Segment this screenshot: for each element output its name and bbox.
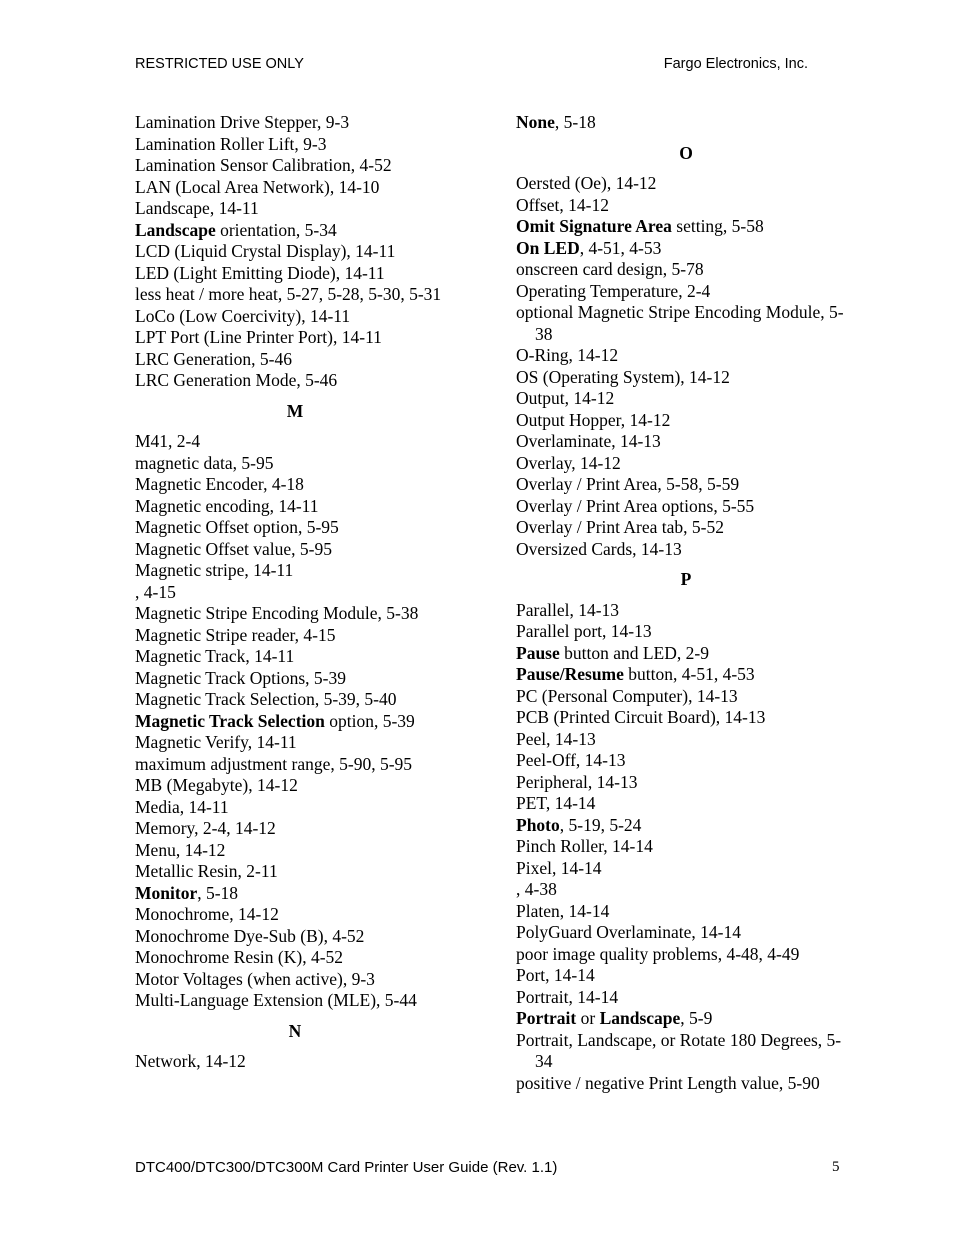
index-entry [516,216,856,238]
index-entry [516,195,856,217]
index-entry [135,431,455,453]
index-entry-text: LoCo (Low Coercivity), 14-11 [135,305,351,326]
index-entry-text: Overlaminate, 14-13 [516,431,661,451]
index-entry [516,987,856,1009]
index-entry-text: , 5-18 [197,882,239,903]
index-entry [135,947,455,969]
index-entry-text: Parallel port, 14-13 [516,621,652,641]
index-entry-text: PET, 14-14 [516,793,596,813]
index-entry-text: less heat / more heat, 5-27, 5-28, 5-30, 5-31 [135,284,442,304]
index-entry-text: Pixel, 14-14 [516,857,602,878]
section-letter: P [680,569,692,589]
index-entry-text: option, 5-39 [324,710,415,731]
index-entry-term: Magnetic Track Selection [135,710,325,731]
index-entry-text: LED (Light Emitting Diode), 14-11 [135,262,385,283]
index-entry [516,431,856,453]
index-entry [135,646,455,668]
index-entry-text: maximum adjustment range, 5-90, 5-95 [135,753,413,774]
index-entry [516,345,856,367]
index-entry-text: magnetic data, 5-95 [135,452,274,473]
index-entry [516,965,856,987]
index-entry-text: Oersted (Oe), 14-12 [516,173,657,193]
index-entry [135,263,455,285]
index-entry [516,686,856,708]
index-entry [135,327,455,349]
index-entry [516,259,856,281]
index-entry [516,410,856,432]
index-entry [135,775,455,797]
index-entry-text: , 4-51, 4-53 [579,237,662,258]
index-entry-text: Magnetic Track, 14-11 [135,646,295,666]
index-entry-term: Monitor [135,882,198,903]
index-entry-text: Magnetic stripe, 14-11 [135,560,294,580]
header-company-name: Fargo Electronics, Inc. [663,56,808,72]
index-entry-text: Offset, 14-12 [516,194,609,215]
index-entry-text: Magnetic Stripe reader, 4-15 [135,624,336,645]
index-section-heading [516,143,856,165]
index-entry-text: Peripheral, 14-13 [516,771,638,792]
index-entry-text: Landscape, 14-11 [135,198,259,218]
index-entry [516,474,856,496]
index-entry-term: Omit Signature Area [516,216,672,236]
index-entry-text: onscreen card design, 5-78 [516,259,704,279]
index-entry-text: Oversized Cards, 14-13 [516,538,682,559]
index-entry [135,797,455,819]
index-entry [135,732,455,754]
footer-page-number: 5 [832,1159,840,1175]
index-entry [516,772,856,794]
index-entry [135,220,455,242]
index-entry-text: Magnetic Offset option, 5-95 [135,517,339,537]
index-entry-text: Lamination Drive Stepper, 9-3 [135,112,350,132]
index-entry [135,840,455,862]
index-section-heading [135,401,455,423]
index-entry-term: Portrait [516,1008,577,1028]
index-entry [516,367,856,389]
index-entry-text: MB (Megabyte), 14-12 [135,775,298,795]
index-entry-text: Metallic Resin, 2-11 [135,861,278,881]
index-entry [135,284,455,306]
index-entry-text: Magnetic Stripe Encoding Module, 5-38 [135,603,419,623]
index-entry [135,904,455,926]
index-entry-text: , 5-18 [554,112,596,132]
index-entry [516,388,856,410]
index-entry-text: LAN (Local Area Network), 14-10 [135,176,380,197]
index-entry-text: , 5-19, 5-24 [559,814,642,835]
index-entry-text: or [576,1008,600,1028]
index-entry [135,711,455,733]
index-entry-text: Peel-Off, 14-13 [516,750,626,770]
index-entry-text: poor image quality problems, 4-48, 4-49 [516,943,800,964]
index-entry-text: Menu, 14-12 [135,839,226,860]
index-entry [135,517,455,539]
index-entry [135,474,455,496]
index-section-heading [516,569,856,591]
index-entry-text: Operating Temperature, 2-4 [516,280,711,301]
index-entry-text: Port, 14-14 [516,965,595,985]
index-entry [135,349,455,371]
index-entry-text: Lamination Roller Lift, 9-3 [135,133,327,154]
index-entry [516,112,856,134]
index-column-right [516,112,856,1094]
index-entry-term: Photo [516,814,560,835]
index-entry-term: Pause [516,642,560,663]
index-entry-text: Overlay, 14-12 [516,452,621,473]
section-letter: O [679,142,693,163]
index-entry [516,453,856,475]
index-entry [516,944,856,966]
index-entry [135,496,455,518]
index-entry [135,453,455,475]
index-entry-text: button and LED, 2-9 [559,642,709,663]
index-entry [516,836,856,858]
index-entry-text: positive / negative Print Length value, 5-90 [516,1072,820,1093]
index-entry [135,306,455,328]
index-entry [516,238,856,260]
index-entry-text: orientation, 5-34 [215,219,337,240]
index-entry [516,664,856,686]
index-entry [135,689,455,711]
index-entry [135,241,455,263]
index-entry [135,861,455,883]
index-entry [516,815,856,837]
index-entry [516,793,856,815]
index-entry [135,990,455,1012]
index-entry-text: setting, 5-58 [671,216,764,236]
index-column-left [135,112,455,1073]
index-entry-text: OS (Operating System), 14-12 [516,366,730,387]
index-entry [516,643,856,665]
index-entry-text: Portrait, Landscape, or Rotate 180 Degrees, 5-34 [516,1029,842,1071]
index-entry-text: LPT Port (Line Printer Port), 14-11 [135,327,382,347]
index-entry-text: LRC Generation Mode, 5-46 [135,370,338,390]
index-entry-text: Pinch Roller, 14-14 [516,836,653,856]
index-entry-text: Lamination Sensor Calibration, 4-52 [135,155,392,175]
index-entry-text: Magnetic encoding, 14-11 [135,495,319,516]
index-entry-text: optional Magnetic Stripe Encoding Module, 5-38 [516,302,844,344]
index-entry-text: Output Hopper, 14-12 [516,409,671,430]
index-entry-text: , 5-9 [680,1008,713,1028]
index-entry-text: Network, 14-12 [135,1051,246,1071]
index-entry [135,926,455,948]
index-entry [516,173,856,195]
index-entry [135,370,455,392]
index-entry-text: , 4-15 [135,581,176,602]
index-entry-text: , 4-38 [516,879,557,899]
index-entry-text: O-Ring, 14-12 [516,345,619,365]
index-entry [135,668,455,690]
index-entry [516,281,856,303]
index-entry-text: Monochrome Dye-Sub (B), 4-52 [135,925,365,946]
index-entry [516,1030,856,1073]
index-entry [135,1051,455,1073]
index-entry [135,198,455,220]
index-section-heading [135,1021,455,1043]
index-entry-term: On LED [516,237,580,258]
index-entry-text: Parallel, 14-13 [516,599,620,620]
index-entry-term: Pause/Resume [516,664,624,684]
section-letter: M [286,400,304,421]
index-entry [135,155,455,177]
index-entry [516,621,856,643]
index-entry-text: PolyGuard Overlaminate, 14-14 [516,922,742,942]
index-entry-text: M41, 2-4 [135,431,201,451]
index-entry [135,603,455,625]
header-restricted-label: RESTRICTED USE ONLY [135,56,304,72]
index-entry-term: Landscape [599,1008,681,1028]
index-entry [516,901,856,923]
index-entry-text: Portrait, 14-14 [516,986,619,1007]
index-entry [516,750,856,772]
index-entry-text: button, 4-51, 4-53 [623,664,755,684]
index-entry [135,754,455,776]
index-entry-text: LCD (Liquid Crystal Display), 14-11 [135,241,396,261]
index-entry [516,517,856,539]
index-entry [516,1073,856,1095]
index-entry [135,539,455,561]
index-entry [516,922,856,944]
index-entry-text: Magnetic Verify, 14-11 [135,732,297,752]
index-entry-text: Monochrome Resin (K), 4-52 [135,947,344,967]
index-entry-text: PCB (Printed Circuit Board), 14-13 [516,707,766,727]
index-entry-text: Media, 14-11 [135,796,229,817]
index-entry-text: Peel, 14-13 [516,728,596,749]
index-entry [516,1008,856,1030]
index-entry [516,302,856,345]
index-entry-term: None [516,112,555,132]
footer-guide-title: DTC400/DTC300/DTC300M Card Printer User Guide (Rev. 1.1) [135,1159,558,1176]
index-entry-text: LRC Generation, 5-46 [135,348,292,369]
index-entry-text: Memory, 2-4, 14-12 [135,818,276,838]
index-entry [135,883,455,905]
index-entry-text: Motor Voltages (when active), 9-3 [135,968,375,989]
index-entry [135,560,455,582]
index-entry-term: Landscape [135,219,216,240]
index-entry [135,134,455,156]
index-entry [516,858,856,880]
index-entry [135,818,455,840]
index-entry-text: Magnetic Encoder, 4-18 [135,474,304,494]
index-entry-text: Platen, 14-14 [516,900,610,921]
index-entry-text: Monochrome, 14-12 [135,904,279,924]
index-entry-text: Overlay / Print Area tab, 5-52 [516,517,725,537]
index-entry [135,625,455,647]
index-entry [516,729,856,751]
index-entry-text: PC (Personal Computer), 14-13 [516,685,738,706]
index-entry [516,879,856,901]
index-entry [135,112,455,134]
index-entry [516,600,856,622]
index-entry [516,539,856,561]
index-entry-text: Magnetic Track Options, 5-39 [135,667,346,688]
index-entry-text: Output, 14-12 [516,388,615,408]
index-entry [135,582,455,604]
index-entry [516,496,856,518]
index-entry [516,707,856,729]
index-entry-text: Overlay / Print Area options, 5-55 [516,495,755,516]
index-entry-text: Multi-Language Extension (MLE), 5-44 [135,990,417,1010]
index-entry [135,969,455,991]
index-entry-text: Magnetic Track Selection, 5-39, 5-40 [135,689,397,709]
index-entry-text: Overlay / Print Area, 5-58, 5-59 [516,474,740,494]
section-letter: N [288,1020,302,1041]
index-entry [135,177,455,199]
index-entry-text: Magnetic Offset value, 5-95 [135,538,332,559]
